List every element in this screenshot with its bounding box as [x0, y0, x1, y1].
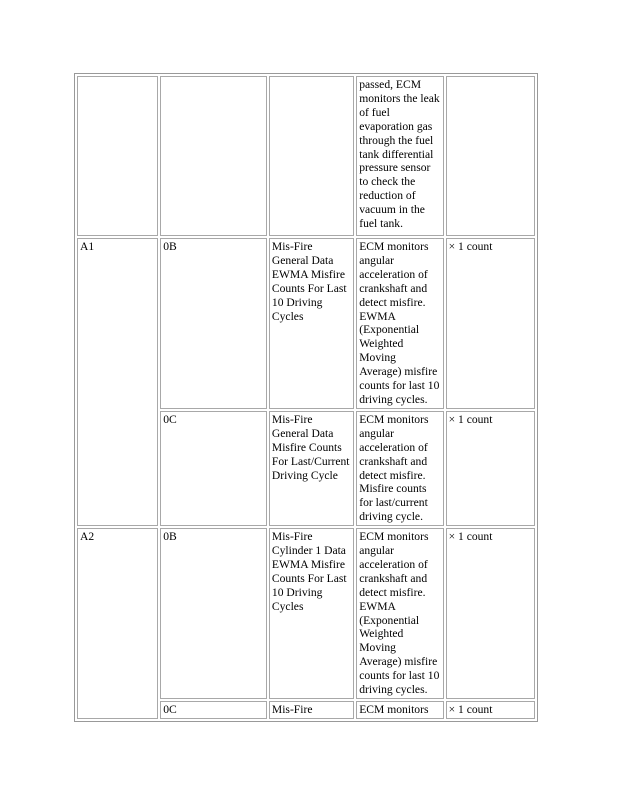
obd-monitor-table [74, 73, 538, 722]
name-cell: Mis-Fire General Data Misfire Counts For Last/Current Driving Cycle [269, 411, 354, 526]
description-cell: ECM monitors [356, 701, 443, 719]
description-cell: ECM monitors angular acceleration of crankshaft and detect misfire. EWMA (Exponential Weighted Moving Average) misfire counts for last 10 driving cycles. [356, 238, 443, 409]
test-id-cell [160, 76, 267, 236]
pid-cell: A1 [77, 238, 158, 526]
unit-cell: × 1 count [446, 528, 535, 699]
test-id-cell: 0C [160, 701, 267, 719]
name-cell [269, 76, 354, 236]
unit-cell [446, 76, 535, 236]
name-cell: Mis-Fire Cylinder 1 Data EWMA Misfire Counts For Last 10 Driving Cycles [269, 528, 354, 699]
table-row [77, 238, 535, 409]
unit-cell: × 1 count [446, 238, 535, 409]
description-cell: ECM monitors angular acceleration of crankshaft and detect misfire. EWMA (Exponential Weighted Moving Average) misfire counts for last 10 driving cycles. [356, 528, 443, 699]
pid-cell [77, 76, 158, 236]
unit-cell: × 1 count [446, 701, 535, 719]
description-cell: passed, ECM monitors the leak of fuel evaporation gas through the fuel tank differential pressure sensor to check the reduction of vacuum in the fuel tank. [356, 76, 443, 236]
test-id-cell: 0B [160, 528, 267, 699]
table-row [77, 528, 535, 699]
description-cell: ECM monitors angular acceleration of crankshaft and detect misfire. Misfire counts for last/current driving cycle. [356, 411, 443, 526]
test-id-cell: 0C [160, 411, 267, 526]
pid-cell: A2 [77, 528, 158, 719]
table-row [77, 76, 535, 236]
name-cell: Mis-Fire General Data EWMA Misfire Counts For Last 10 Driving Cycles [269, 238, 354, 409]
name-cell: Mis-Fire [269, 701, 354, 719]
test-id-cell: 0B [160, 238, 267, 409]
unit-cell: × 1 count [446, 411, 535, 526]
